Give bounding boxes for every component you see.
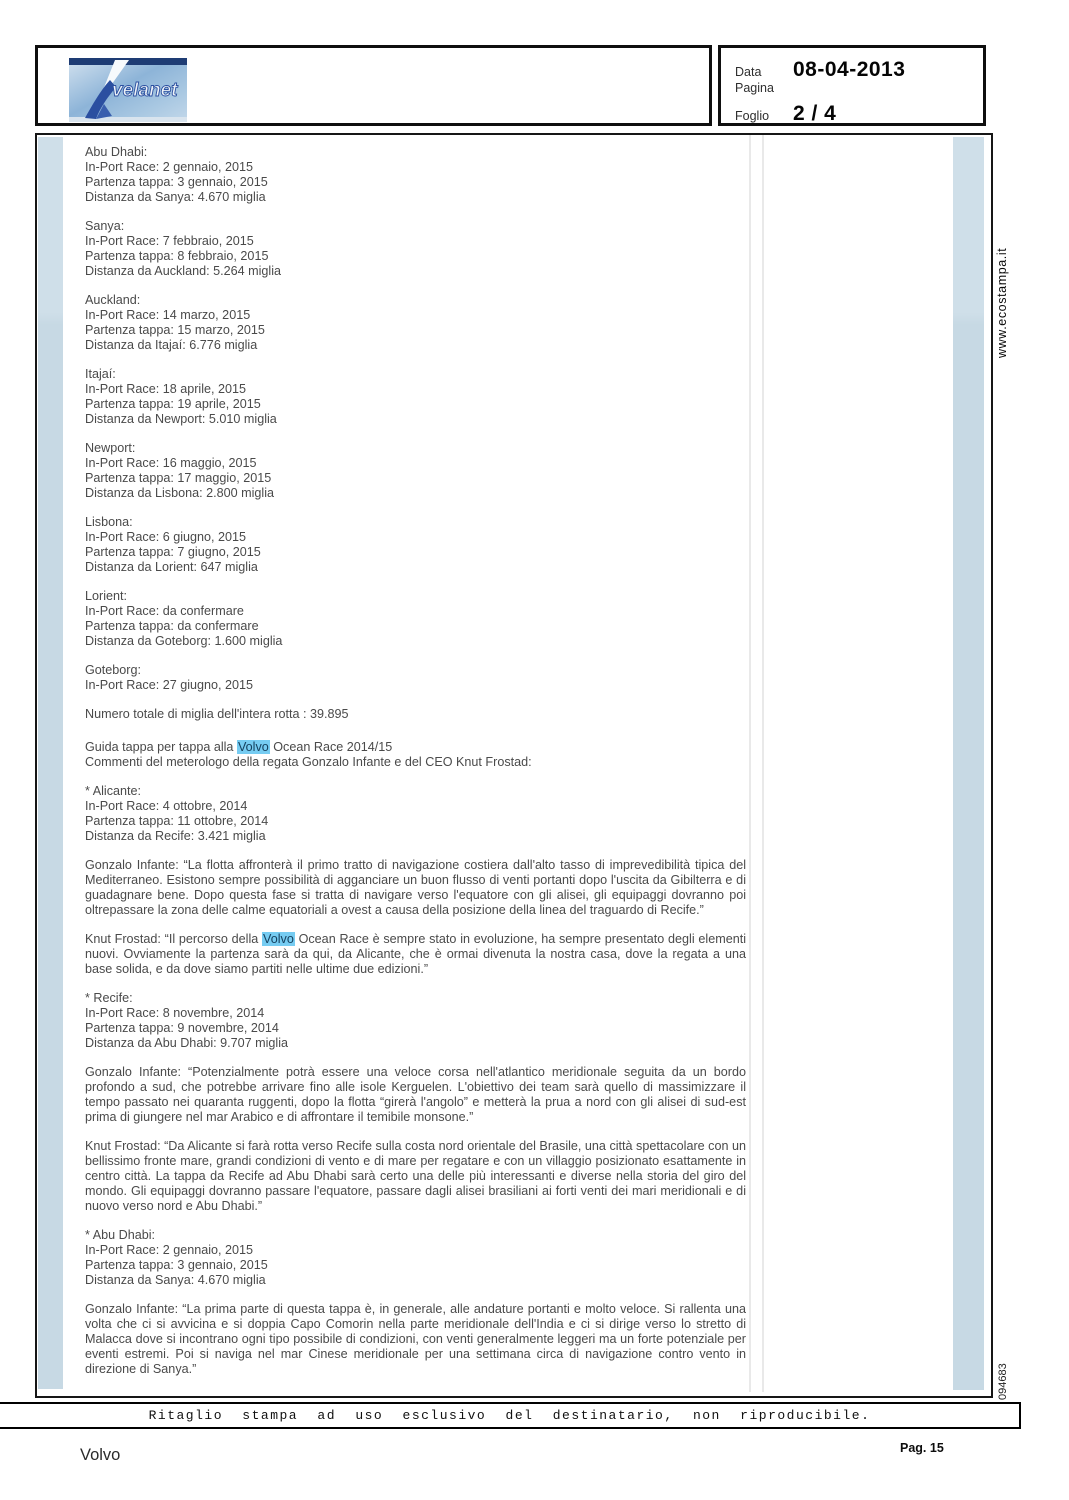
text-line: [85, 858, 746, 918]
text-line: [85, 784, 746, 799]
footer-disclaimer-strip: [0, 1402, 1021, 1429]
text-line: [85, 382, 746, 397]
text-line: [85, 190, 746, 205]
stage-block: [85, 1228, 746, 1288]
text-line: [85, 367, 746, 382]
text-line: [85, 471, 746, 486]
text-segment: Distanza da Auckland: 5.264 miglia: [85, 264, 282, 278]
text-segment: * Alicante:: [85, 784, 142, 798]
text-line: [85, 160, 746, 175]
text-segment: In-Port Race: 14 marzo, 2015: [85, 308, 251, 322]
meta-row-foglio: [735, 102, 836, 126]
text-line: [85, 560, 746, 575]
text-line: [85, 707, 746, 722]
text-line: [85, 338, 746, 353]
text-block: [85, 740, 746, 755]
text-line: [85, 293, 746, 308]
text-segment: In-Port Race: 7 febbraio, 2015: [85, 234, 254, 248]
text-segment: Partenza tappa: 8 febbraio, 2015: [85, 249, 269, 263]
text-segment: Itajaí:: [85, 367, 116, 381]
text-line: [85, 1258, 746, 1273]
text-block: [85, 858, 746, 918]
text-line: [85, 619, 746, 634]
text-segment: * Abu Dhabi:: [85, 1228, 156, 1242]
stage-block: [85, 784, 746, 844]
text-segment: Distanza da Sanya: 4.670 miglia: [85, 190, 266, 204]
text-segment: Distanza da Recife: 3.421 miglia: [85, 829, 266, 843]
text-segment: Knut Frostad: “Il percorso della: [85, 932, 263, 946]
stage-block: [85, 991, 746, 1051]
text-segment: Sanya:: [85, 219, 125, 233]
text-line: [85, 1036, 746, 1051]
text-segment: Gonzalo Infante: “La prima parte di questa tappa è, in generale, alle andature portanti e molto veloce. Si rallenta una volta che ci si avvicina e si doppia Capo Comorin nella parte meridionale dell'India e ci si dirige verso lo stretto di Malacca dove si incontrano ogni tipo possibile di condizioni, con venti generalmente leggeri ma un forte potenziale per eventi estremi. Poi si naviga nel mar Cinese meridionale per una settimana circa di navigazione contro vento in direzione di Sanya.”: [85, 1302, 746, 1376]
text-line: [85, 814, 746, 829]
stage-block: [85, 589, 746, 649]
highlighted-keyword: Volvo: [263, 932, 294, 946]
text-segment: Partenza tappa: 3 gennaio, 2015: [85, 175, 268, 189]
stage-block: [85, 145, 746, 205]
text-segment: Commenti del meterologo della regata Gonzalo Infante e del CEO Knut Frostad:: [85, 755, 532, 769]
text-line: [85, 740, 746, 755]
text-segment: Partenza tappa: 9 novembre, 2014: [85, 1021, 279, 1035]
text-line: [85, 515, 746, 530]
footer-page-number: Pag. 15: [900, 1441, 944, 1455]
text-segment: Gonzalo Infante: “La flotta affronterà il primo tratto di navigazione costiera dall'alto tasso di imprevedibilità tipica del Mediterraneo. Esistono sempre possibilità di agganciare un buon flusso di venti portanti dopo l'uscita da Gibilterra e di guadagnare bene. Dopo questa fase si tratta di navigare verso l'equatore con gli alisei, gli equipaggi dovranno poi oltrepassare la zona delle calme equatoriali a ovest a causa della posizione della linea del traguardo di Recife.”: [85, 858, 746, 917]
text-line: [85, 663, 746, 678]
stage-block: [85, 293, 746, 353]
text-block: [85, 1302, 746, 1377]
text-segment: Partenza tappa: 19 aprile, 2015: [85, 397, 261, 411]
text-segment: In-Port Race: 18 aprile, 2015: [85, 382, 247, 396]
text-block: [85, 1065, 746, 1125]
left-margin-bar: [38, 137, 63, 1389]
velanet-logo: [69, 58, 187, 122]
text-line: [85, 589, 746, 604]
text-line: [85, 829, 746, 844]
column-divider-line: [749, 135, 751, 1392]
text-segment: In-Port Race: 4 ottobre, 2014: [85, 799, 248, 813]
text-line: [85, 456, 746, 471]
text-segment: Partenza tappa: da confermare: [85, 619, 259, 633]
text-segment: In-Port Race: 6 giugno, 2015: [85, 530, 247, 544]
text-segment: Partenza tappa: 17 maggio, 2015: [85, 471, 272, 485]
text-line: [85, 530, 746, 545]
text-segment: In-Port Race: 8 novembre, 2014: [85, 1006, 265, 1020]
text-segment: Numero totale di miglia dell'intera rotta : 39.895: [85, 707, 349, 721]
text-line: [85, 1243, 746, 1258]
text-segment: Partenza tappa: 11 ottobre, 2014: [85, 814, 269, 828]
text-segment: In-Port Race: da confermare: [85, 604, 244, 618]
text-line: [85, 634, 746, 649]
disclaimer-text: Ritaglio stampa ad uso esclusivo del destinatario, non riproducibile.: [148, 1408, 871, 1423]
text-line: [85, 323, 746, 338]
stage-block: [85, 219, 746, 279]
text-line: [85, 1139, 746, 1214]
text-line: [85, 1006, 746, 1021]
text-line: [85, 264, 746, 279]
text-segment: In-Port Race: 2 gennaio, 2015: [85, 160, 254, 174]
text-line: [85, 1228, 746, 1243]
text-segment: Distanza da Abu Dhabi: 9.707 miglia: [85, 1036, 289, 1050]
sail-logo-graphic: [69, 58, 187, 122]
text-line: [85, 234, 746, 249]
text-line: [85, 308, 746, 323]
pagina-label: Pagina: [735, 81, 774, 95]
text-line: [85, 486, 746, 501]
data-label: Data: [735, 65, 762, 79]
text-segment: Distanza da Sanya: 4.670 miglia: [85, 1273, 266, 1287]
foglio-value: 2 / 4: [793, 102, 837, 125]
text-line: [85, 145, 746, 160]
text-segment: Ocean Race 2014/15: [269, 740, 393, 754]
right-margin-bar: [953, 137, 984, 1390]
text-segment: Partenza tappa: 3 gennaio, 2015: [85, 1258, 268, 1272]
meta-row-data: [735, 58, 905, 82]
text-line: [85, 799, 746, 814]
text-line: [85, 545, 746, 560]
text-segment: Distanza da Itajaí: 6.776 miglia: [85, 338, 258, 352]
publication-logo-box: [35, 45, 712, 126]
text-line: [85, 1021, 746, 1036]
text-block: [85, 707, 746, 722]
text-block: [85, 932, 746, 977]
text-segment: Gonzalo Infante: “Potenzialmente potrà essere una veloce corsa nell'atlantico meridionale seguita da un bordo profondo a sud, che potrebbe arrivare fino alle isole Kerguelen. L'obiettivo dei team sarà quello di massimizzare il tempo passato nei quaranta ruggenti, dopo la flotta “girerà l'angolo” e metterà la prua a nord con gli alisei di sud-est prima di giungere nel mar Arabico e di affrontare il temibile monsone.”: [85, 1065, 746, 1124]
article-content: [85, 145, 746, 1391]
ecostampa-vertical-watermark: www.ecostampa.it: [995, 247, 1009, 358]
text-line: [85, 175, 746, 190]
stage-block: [85, 367, 746, 427]
text-segment: Partenza tappa: 7 giugno, 2015: [85, 545, 261, 559]
stage-block: [85, 663, 746, 693]
text-segment: Guida tappa per tappa alla: [85, 740, 237, 754]
clipping-code-vertical: 094683: [997, 1363, 1009, 1400]
text-line: [85, 1065, 746, 1125]
text-line: [85, 397, 746, 412]
highlighted-keyword: Volvo: [237, 740, 269, 754]
text-segment: * Recife:: [85, 991, 133, 1005]
text-line: [85, 604, 746, 619]
data-value: 08-04-2013: [793, 58, 906, 81]
text-segment: Ocean Race è sempre stato in evoluzione, ha sempre presentato degli elementi nuovi. Ovviamente la partenza sarà da qui, da Alicante, che è ormai divenuta la nostra casa, dove la regata a una base solida, e da dove siamo partiti nelle ultime due edizioni.”: [85, 932, 747, 976]
clipping-meta-box: [718, 45, 986, 126]
stage-block: [85, 441, 746, 501]
text-line: [85, 932, 746, 977]
foglio-label: Foglio: [735, 109, 770, 123]
text-segment: Abu Dhabi:: [85, 145, 148, 159]
text-line: [85, 219, 746, 234]
text-segment: Goteborg:: [85, 663, 142, 677]
text-segment: Newport:: [85, 441, 136, 455]
text-line: [85, 678, 746, 693]
text-segment: Lisbona:: [85, 515, 133, 529]
text-segment: In-Port Race: 27 giugno, 2015: [85, 678, 254, 692]
text-segment: Partenza tappa: 15 marzo, 2015: [85, 323, 265, 337]
text-line: [85, 1273, 746, 1288]
text-line: [85, 755, 746, 770]
text-line: [85, 412, 746, 427]
text-line: [85, 991, 746, 1006]
text-segment: Auckland:: [85, 293, 141, 307]
text-line: [85, 1302, 746, 1377]
text-segment: Knut Frostad: “Da Alicante si farà rotta verso Recife sulla costa nord orientale del Brasile, una città spettacolare con un bellissimo fronte mare, grandi condizioni di vento e di mare per regatare e con un villaggio posizionato esattamente in centro città. La tappa da Recife ad Abu Dhabi sarà certo una delle più interessanti e diverse nella storia del giro del mondo. Gli equipaggi dovranno passare l'equatore, passare dagli alisei brasiliani ai forti venti dei mari meridionali e di nuovo verso nord e Abu Dhabi.”: [85, 1139, 746, 1213]
logo-wordmark-text: velanet: [112, 80, 178, 101]
text-segment: Distanza da Lorient: 647 miglia: [85, 560, 258, 574]
text-block: [85, 1139, 746, 1214]
text-block: [85, 755, 746, 770]
text-segment: Distanza da Newport: 5.010 miglia: [85, 412, 277, 426]
text-segment: Distanza da Goteborg: 1.600 miglia: [85, 634, 283, 648]
column-divider-line: [762, 135, 764, 1392]
meta-row-pagina: [735, 81, 793, 95]
text-segment: Lorient:: [85, 589, 128, 603]
text-line: [85, 441, 746, 456]
text-segment: Distanza da Lisbona: 2.800 miglia: [85, 486, 275, 500]
text-segment: In-Port Race: 16 maggio, 2015: [85, 456, 257, 470]
text-segment: In-Port Race: 2 gennaio, 2015: [85, 1243, 254, 1257]
footer-brand: Volvo: [80, 1446, 121, 1464]
text-line: [85, 249, 746, 264]
stage-block: [85, 515, 746, 575]
